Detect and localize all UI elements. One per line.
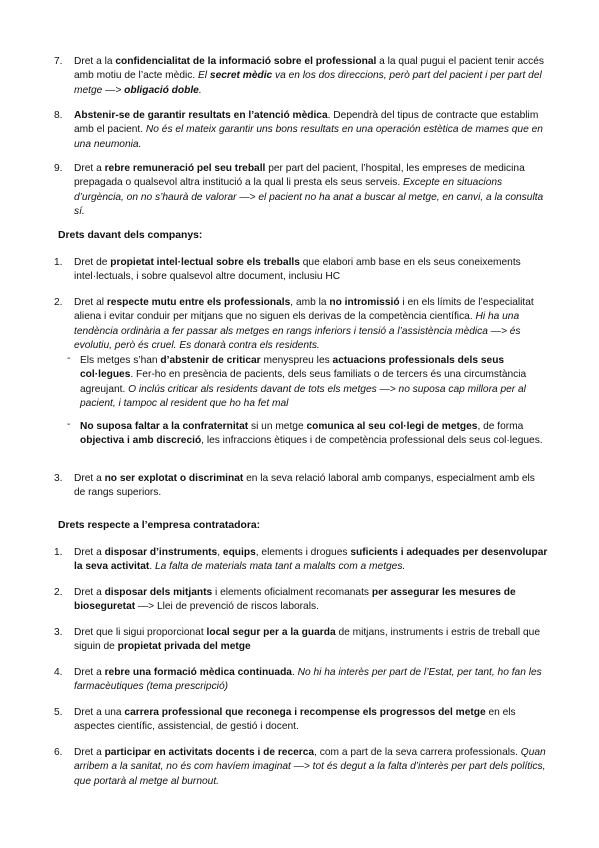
list-item bbox=[54, 296, 548, 354]
item-number: 2. bbox=[54, 297, 63, 308]
list-item bbox=[54, 55, 548, 98]
item-number: 9. bbox=[54, 163, 63, 174]
list-item bbox=[54, 586, 548, 615]
item-text: Dret a una carrera professional que reconega i recompense els progressos del metge en els aspectes científic, assistencial, de gestió i docent. bbox=[74, 707, 516, 733]
list-item bbox=[54, 706, 548, 735]
item-text: Dret de propietat intel·lectual sobre els treballs que elabori amb base en els seus coneixements intel·lectuals, i sobre qualsevol altre document, inclusiu HC bbox=[74, 257, 521, 283]
item-text: Dret a la confidencialitat de la informació sobre el professional a la qual pugui el pacient tenir accés amb motiu de l’acte mèdic. El secret mèdic va en los dos direccions, però part del pacient i per part del metge —> obligació doble. bbox=[74, 56, 544, 96]
item-number: 6. bbox=[54, 747, 63, 758]
item-number: 3. bbox=[54, 627, 63, 638]
item-text: Abstenir-se de garantir resultats en l’atenció mèdica. Dependrà del tipus de contracte que establim amb el pacient. No és el mateix garantir uns bons resultats en una operación estètica de mames que en una neumonia. bbox=[74, 110, 543, 150]
item-text: Dret al respecte mutu entre els professionals, amb la no intromissió i en els límits de l’especialitat aliena i evitar conduir per mitjans que no siguen els derivas de la competència científica. Hi ha una tendència ordinària a fer passar als metges en rangs inferiors i tensió a l’assistència mèdica —> és evolutiu, però és cruel. Es donarà contra els residents. bbox=[74, 297, 534, 352]
item-text: Dret a disposar dels mitjants i elements oficialment recomanats per assegurar les mesures de bioseguretat —> Llei de prevenció de riscos laborals. bbox=[74, 587, 516, 613]
dash-bullet: - bbox=[67, 419, 71, 430]
list-item bbox=[54, 256, 548, 285]
item-number: 5. bbox=[54, 707, 63, 718]
item-number: 8. bbox=[54, 110, 63, 121]
item-number: 4. bbox=[54, 667, 63, 678]
item-text: Dret a no ser explotat o discriminat en la seva relació laboral amb companys, especialment amb els de rangs superiors. bbox=[74, 473, 535, 499]
sub-item-text: Els metges s’han d’abstenir de criticar menyspreu les actuacions professionals dels seus col·legues. Fer-ho en presència de pacients, dels seus familiats o de tercers és una circumstància agreujant. O inclús criticar als residents davant de tots els metges —> no suposa cap millora per al pacient, i tampoc al resident que ho ha fet mal bbox=[80, 355, 527, 410]
item-number: 7. bbox=[54, 56, 63, 67]
list-item bbox=[54, 109, 548, 152]
list-item bbox=[54, 546, 548, 575]
list-item bbox=[54, 162, 548, 220]
section-heading: Drets respecte a l’empresa contratadora: bbox=[58, 520, 261, 531]
list-item bbox=[54, 626, 548, 655]
item-text: Dret que li sigui proporcionat local segur per a la guarda de mitjans, instruments i estris de treball que siguin de propietat privada del metge bbox=[74, 627, 541, 653]
item-number: 2. bbox=[54, 587, 63, 598]
item-text: Dret a disposar d’instruments, equips, elements i drogues suficients i adequades per desenvolupar la seva activitat. La falta de materials mata tant a malalts com a metges. bbox=[74, 547, 548, 573]
item-text: Dret a participar en activitats docents i de recerca, com a part de la seva carrera professionals. Quan arribem a la sanitat, no és com havíem imaginat —> tot és degut a la falta d’interès per part dels polítics, que portarà al metge al burnout. bbox=[74, 747, 546, 787]
item-number: 1. bbox=[54, 547, 63, 558]
sub-item bbox=[67, 353, 550, 412]
sub-item bbox=[67, 419, 550, 449]
item-text: Dret a rebre una formació mèdica continuada. No hi ha interès per part de l’Estat, per tant, ho fan les farmacèutiques (tema prescripció) bbox=[74, 667, 542, 693]
list-item bbox=[54, 746, 548, 789]
item-number: 3. bbox=[54, 473, 63, 484]
dash-bullet: - bbox=[67, 353, 71, 364]
section-heading: Drets davant dels companys: bbox=[58, 230, 203, 241]
item-text: Dret a rebre remuneració pel seu treball per part del pacient, l’hospital, les empreses de medicina prepagada o qualsevol altra institució a la qual li presta els seus serveis. Excepte en situacions d’urgència, on no s’haurà de valorar —> el pacient no ha anat a buscar al metge, en canvi, a la consulta sí. bbox=[74, 163, 544, 218]
list-item bbox=[54, 666, 548, 695]
item-number: 1. bbox=[54, 257, 63, 268]
list-item bbox=[54, 472, 548, 501]
sub-item-text: No suposa faltar a la confraternitat si un metge comunica al seu col·legi de metges, de forma objectiva i amb discreció, les infraccions ètiques i de competència professional dels seus col·legues. bbox=[80, 421, 543, 447]
